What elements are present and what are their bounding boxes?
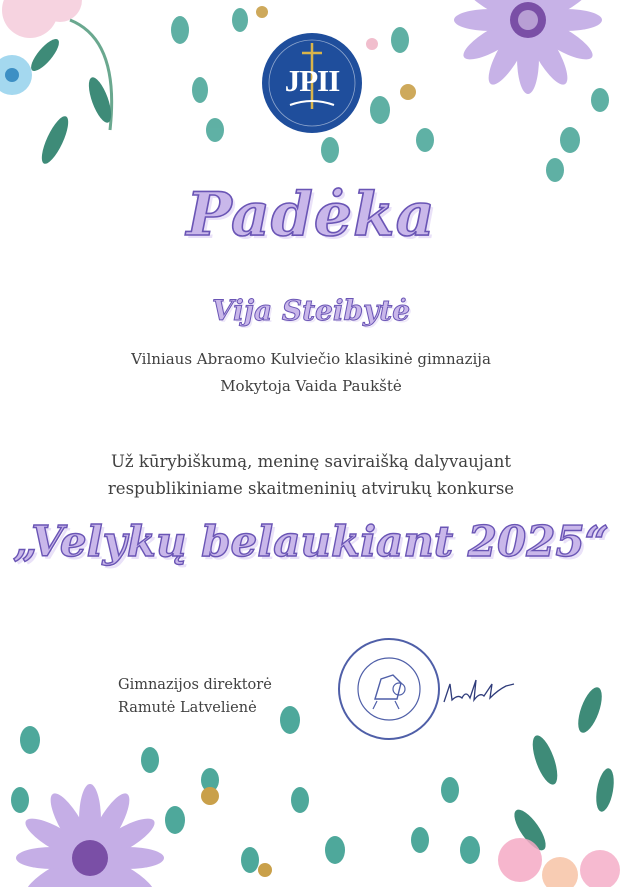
logo-letters: JPII: [284, 63, 340, 98]
reason-line-2: respublikiniame skaitmeninių atvirukų konkurse: [107, 479, 515, 498]
teacher-name: Mokytoja Vaida Paukštė: [220, 377, 402, 395]
flower-top-left: [0, 0, 116, 167]
school-logo: [262, 33, 362, 133]
reason-line-1: Už kūrybiškumą, meninę saviraišką dalyvaujant: [111, 452, 511, 471]
flower-bottom-left: [11, 706, 345, 887]
recipient-school: Vilniaus Abraomo Kulviečio klasikinė gimnazija: [131, 350, 491, 368]
recipient-name: Vija Steibytė: [211, 294, 411, 327]
certificate-title: Padėka: [186, 180, 436, 250]
signatory-name: Ramutė Latvelienė: [118, 700, 257, 716]
director-signature: [440, 672, 520, 712]
contest-name: „Velykų belaukiant 2025“: [13, 517, 609, 566]
flower-bottom-right: [411, 684, 620, 887]
official-stamp: [337, 637, 441, 741]
signatory-role: Gimnazijos direktorė: [118, 677, 272, 693]
flower-top-right: [454, 0, 602, 94]
